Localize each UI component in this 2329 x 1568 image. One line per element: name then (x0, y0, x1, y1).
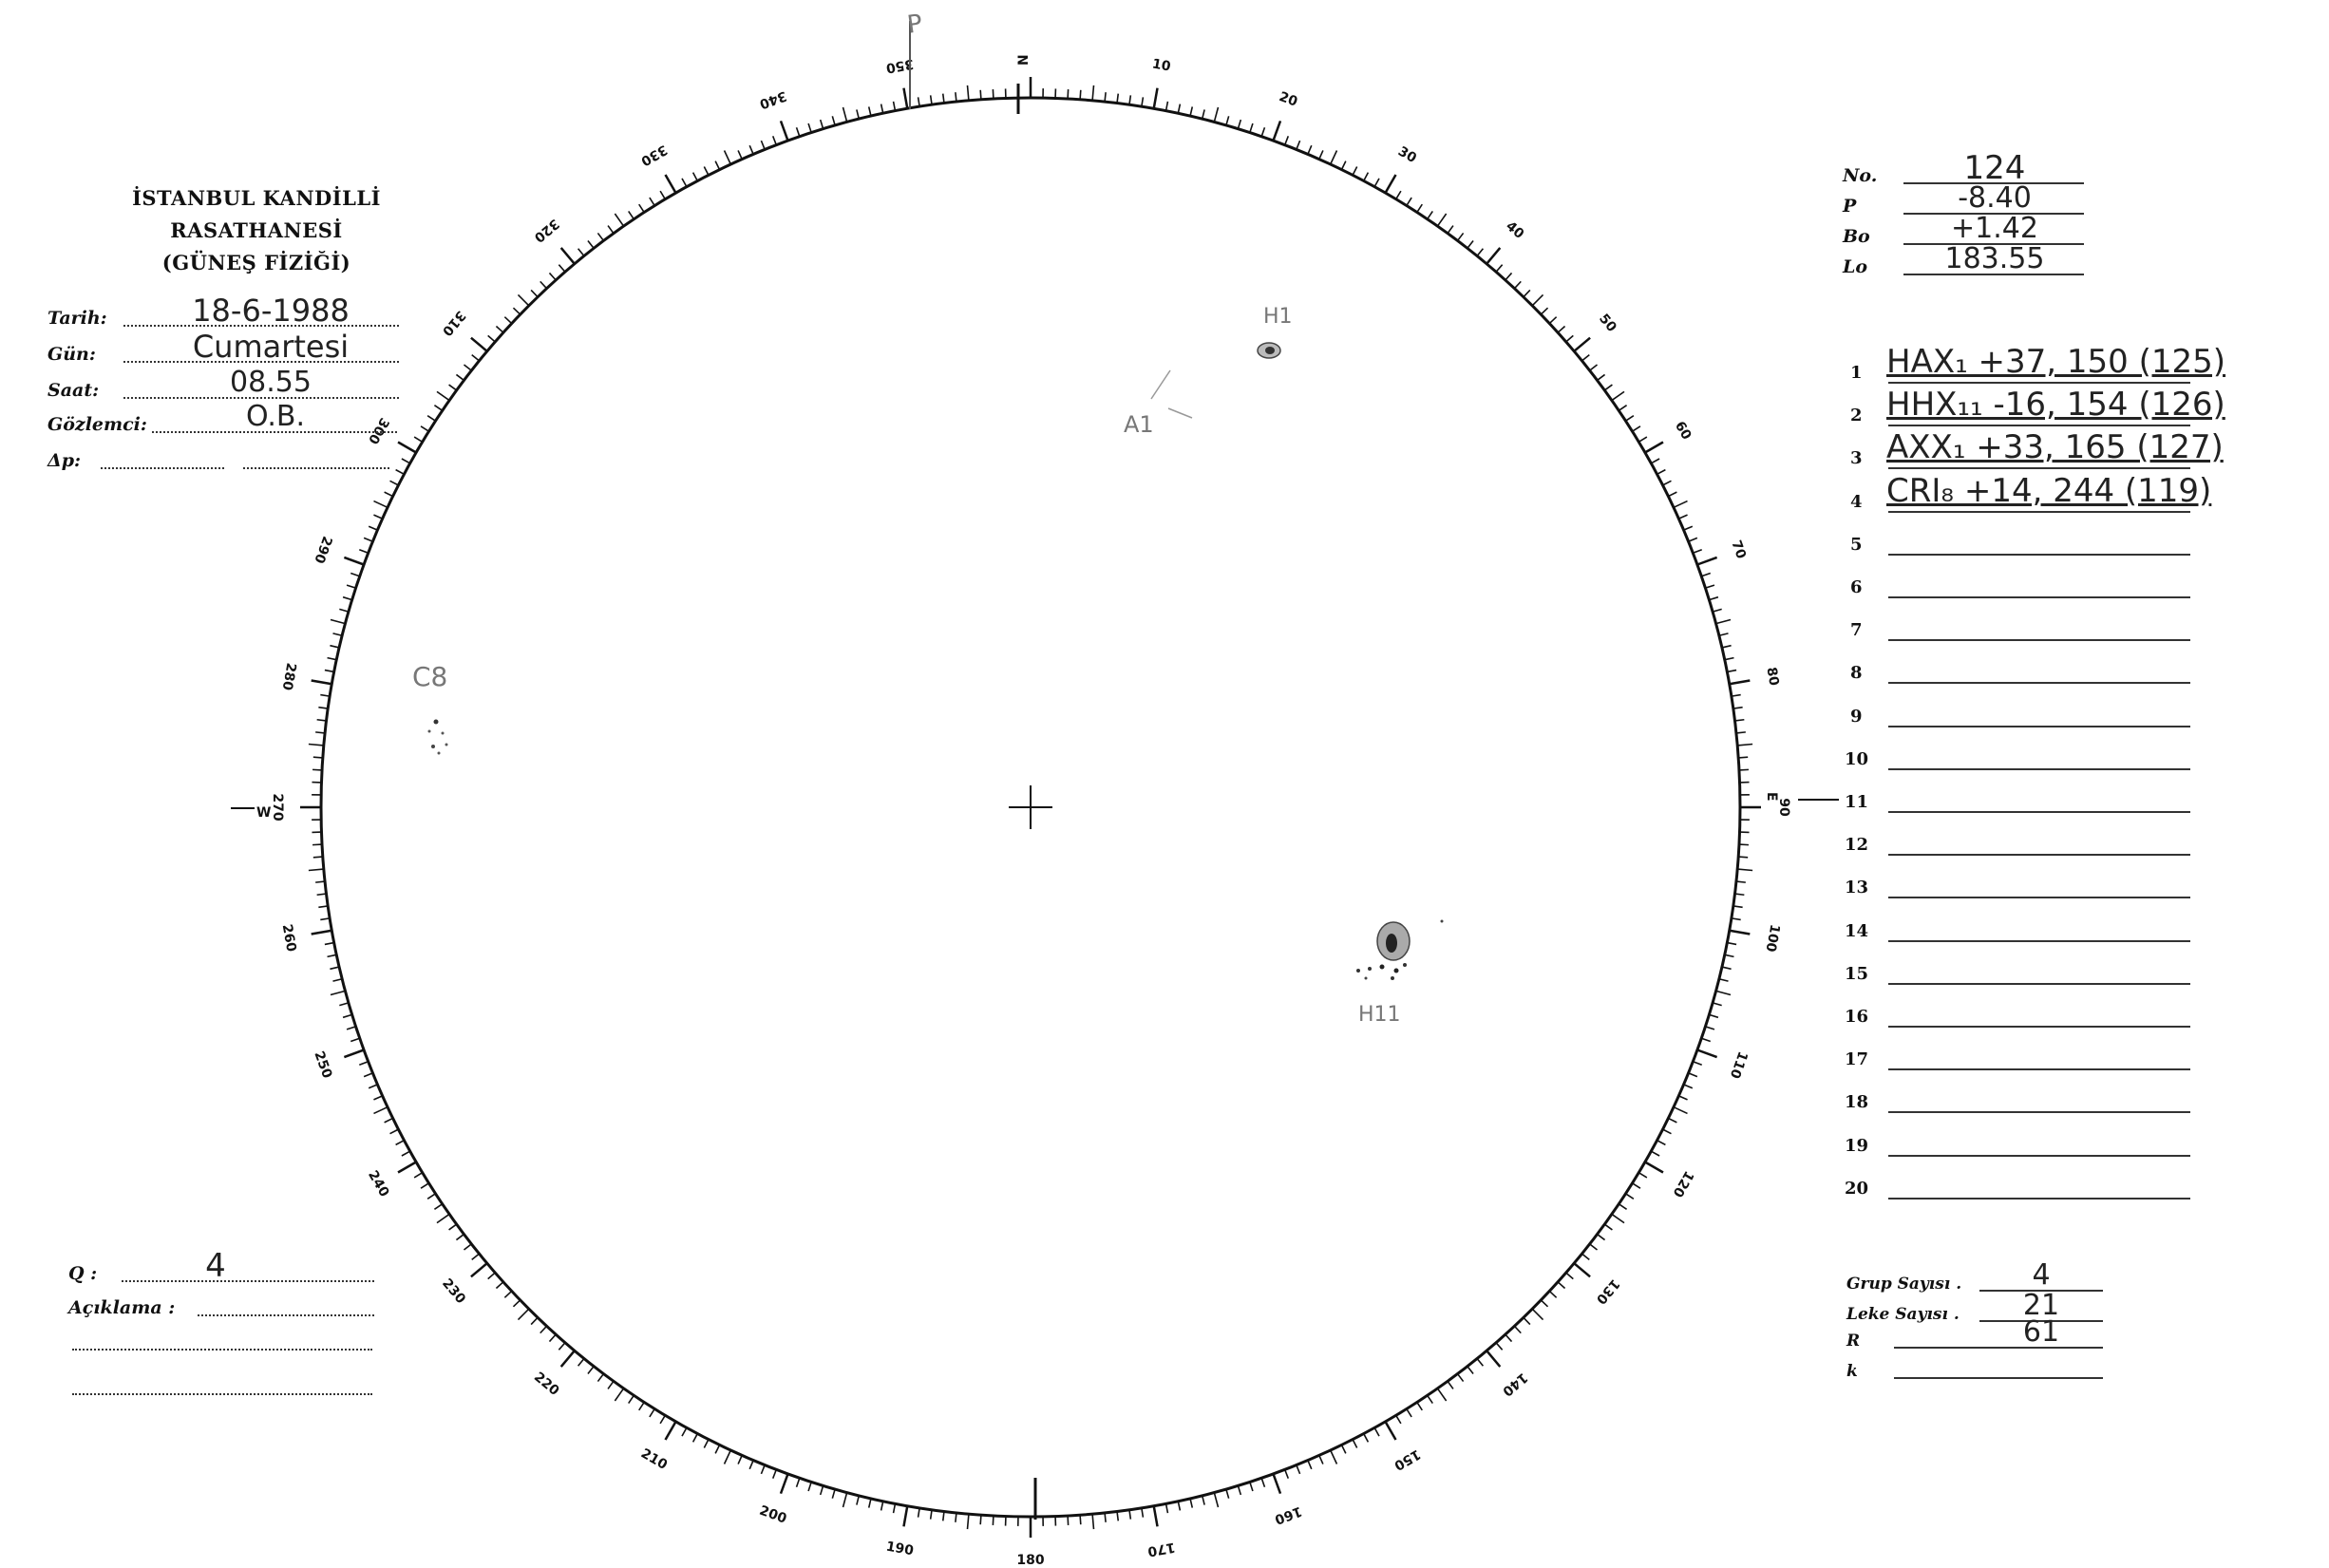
degree-tick (344, 557, 364, 565)
degree-tick (1725, 954, 1734, 956)
group-row-line (1888, 467, 2190, 469)
degree-tick (615, 214, 623, 226)
degree-tick (781, 121, 788, 141)
sunspot-group-c (412, 661, 448, 755)
degree-label: 270 (270, 793, 285, 822)
group-row-number: 4 (1850, 491, 1863, 512)
degree-tick (615, 1389, 623, 1401)
degree-tick (1674, 1107, 1688, 1114)
degree-tick (968, 1514, 969, 1529)
group-row-number: 2 (1850, 406, 1863, 426)
tarih-value: 18-6-1988 (192, 293, 350, 329)
degree-tick (471, 1263, 487, 1276)
saat-label: Saat: (47, 380, 100, 401)
degree-label: 250 (311, 1048, 335, 1081)
degree-tick (434, 406, 442, 411)
sunspot-group-h1-north (1258, 305, 1293, 358)
degree-tick (808, 123, 811, 133)
degree-label: 230 (439, 1275, 469, 1308)
degree-tick (1407, 198, 1411, 205)
degree-tick (1250, 123, 1253, 133)
field-aciklama (68, 1284, 382, 1322)
group-row-entry: HAX₁ +37, 150 (125) (1886, 343, 2226, 381)
degree-tick (437, 1214, 449, 1222)
degree-tick (1532, 294, 1543, 305)
spot-label-c: C8 (412, 661, 448, 692)
degree-tick (1154, 1506, 1158, 1527)
degree-tick (1407, 1408, 1411, 1416)
lo-label: Lo (1843, 256, 1868, 277)
degree-tick (666, 1422, 676, 1440)
group-row-number: 5 (1850, 534, 1863, 555)
degree-label: 330 (637, 142, 671, 169)
degree-tick (1663, 1129, 1672, 1134)
degree-label: 290 (311, 534, 335, 566)
degree-tick (373, 501, 388, 508)
degree-tick (1574, 1263, 1590, 1276)
degree-tick (398, 1162, 416, 1173)
degree-tick (331, 991, 345, 994)
degree-tick (331, 620, 345, 624)
spot-label-h11-south: H11 (1358, 1003, 1401, 1027)
degree-tick (1657, 1141, 1666, 1145)
degree-tick (1722, 646, 1732, 648)
no-value: 124 (1963, 149, 2026, 187)
degree-label: 180 (1016, 1553, 1045, 1568)
degree-tick (1532, 1309, 1543, 1319)
degree-label: 150 (1391, 1445, 1424, 1473)
degree-tick (312, 680, 332, 684)
degree-tick (1625, 1194, 1633, 1199)
r-label: R (1846, 1332, 1861, 1351)
degree-tick (993, 1516, 994, 1525)
degree-tick (1739, 844, 1749, 845)
degree-tick (1250, 1482, 1253, 1491)
spot-label-a: A1 (1124, 411, 1154, 438)
group-row-number: 9 (1850, 706, 1863, 727)
degree-tick (344, 1049, 364, 1057)
degree-tick (903, 1506, 907, 1527)
degree-tick (1273, 1474, 1280, 1494)
degree-tick (1663, 481, 1672, 485)
degree-tick (518, 1309, 528, 1319)
degree-label: 200 (757, 1502, 789, 1527)
dp-label: Δp: (47, 450, 82, 471)
leke-value: 21 (2022, 1289, 2060, 1322)
group-row-line (1888, 940, 2190, 942)
degree-tick (1697, 1049, 1717, 1057)
degree-tick (309, 745, 324, 746)
group-row-line (1888, 382, 2190, 384)
field-k (1846, 1347, 2160, 1385)
degree-tick (1625, 416, 1633, 421)
degree-tick (309, 869, 324, 870)
degree-tick (1657, 470, 1666, 475)
degree-tick (398, 443, 416, 453)
degree-tick (1190, 1499, 1192, 1508)
degree-tick (1486, 248, 1500, 264)
group-row-line (1888, 1198, 2190, 1200)
degree-label: 70 (1728, 538, 1750, 561)
degree-tick (1154, 88, 1158, 109)
degree-tick (968, 85, 969, 101)
degree-label: 310 (439, 307, 469, 339)
group-row-number: 3 (1850, 448, 1863, 469)
degree-tick (1739, 769, 1749, 770)
degree-tick (1364, 173, 1369, 181)
degree-tick (1331, 1450, 1337, 1464)
degree-tick (808, 1482, 811, 1491)
field-q (68, 1247, 382, 1288)
degree-tick (1678, 1096, 1687, 1100)
group-row-line (1888, 596, 2190, 598)
group-row-line (1888, 682, 2190, 684)
group-row-number: 16 (1845, 1007, 1869, 1027)
degree-label: 80 (1763, 666, 1782, 688)
degree-tick (725, 1450, 731, 1464)
group-row-number: 19 (1845, 1135, 1869, 1156)
field-gun (47, 331, 351, 368)
group-row-entry: HHX₁₁ -16, 154 (126) (1886, 386, 2225, 425)
leke-label: Leke Sayısı . (1846, 1305, 1960, 1324)
group-row-number: 12 (1845, 835, 1869, 856)
field-saat (47, 367, 351, 405)
degree-label: 90 (1776, 798, 1791, 817)
group-row-entry: CRI₈ +14, 244 (119) (1886, 471, 2212, 510)
degree-label: 350 (884, 55, 916, 76)
degree-tick (1386, 1422, 1396, 1440)
degree-tick (881, 1502, 883, 1511)
sunspot-group-h11-south (1356, 920, 1444, 1028)
sunspot-group-a (1124, 370, 1192, 438)
degree-tick (1645, 1162, 1663, 1173)
degree-tick (312, 844, 322, 845)
field-gozlemci (47, 401, 351, 439)
gun-value: Cumartesi (192, 329, 350, 365)
degree-tick (869, 1499, 871, 1508)
group-row-line (1888, 1111, 2190, 1113)
degree-tick (1632, 426, 1639, 431)
degree-tick (1386, 175, 1396, 193)
gozlemci-label: Gözlemci: (47, 414, 147, 435)
degree-label: 190 (884, 1539, 916, 1559)
degree-tick (1273, 121, 1280, 141)
q-value: 4 (205, 1247, 226, 1285)
lo-value: 183.55 (1944, 242, 2045, 275)
group-row-line (1888, 854, 2190, 856)
degree-tick (312, 931, 332, 935)
degree-label: 260 (278, 922, 299, 954)
degree-tick (1417, 1402, 1422, 1409)
gun-label: Gün: (47, 344, 96, 365)
degree-tick (1142, 1508, 1144, 1518)
degree-tick (1732, 918, 1741, 920)
group-row-number: 14 (1845, 920, 1869, 941)
degree-tick (1486, 1351, 1500, 1367)
degree-label: 110 (1726, 1048, 1751, 1081)
group-row-line (1888, 1026, 2190, 1028)
group-row-number: 18 (1845, 1092, 1869, 1113)
degree-tick (1737, 869, 1752, 870)
department-name: (GÜNEŞ FİZİĞİ) (161, 251, 351, 274)
degree-label: 20 (1277, 88, 1300, 110)
field-dp (47, 437, 351, 475)
r-value: 61 (2022, 1315, 2060, 1349)
degree-tick (561, 1351, 575, 1367)
group-row-line (1888, 983, 2190, 985)
degree-tick (1437, 1389, 1446, 1401)
group-row-line (1888, 811, 2190, 813)
grup-value: 4 (2032, 1258, 2051, 1292)
degree-tick (1092, 1514, 1093, 1529)
degree-tick (1612, 1214, 1624, 1222)
degree-tick (1716, 620, 1731, 624)
tarih-label: Tarih: (47, 308, 107, 329)
degree-tick (1678, 515, 1687, 519)
group-row-line (1888, 554, 2190, 556)
group-row-number: 10 (1845, 748, 1869, 769)
institution-name: İSTANBUL KANDİLLİ RASATHANESİ (132, 186, 381, 242)
group-row-line (1888, 425, 2190, 426)
k-label: k (1846, 1362, 1858, 1381)
degree-tick (437, 391, 449, 400)
degree-tick (504, 317, 511, 324)
degree-tick (843, 107, 847, 122)
degree-tick (1319, 1455, 1323, 1464)
p-value: -8.40 (1958, 181, 2032, 215)
group-row-number: 1 (1850, 363, 1863, 383)
degree-tick (1417, 204, 1422, 212)
group-row-line (1888, 511, 2190, 513)
degree-tick (1732, 695, 1741, 697)
degree-tick (797, 1478, 800, 1486)
degree-label: 40 (1503, 218, 1527, 242)
degree-tick (471, 338, 487, 351)
group-row-number: 17 (1845, 1049, 1869, 1070)
degree-tick (1674, 501, 1688, 508)
saat-value: 08.55 (230, 366, 312, 399)
degree-label: 50 (1596, 311, 1619, 335)
group-row-line (1888, 897, 2190, 898)
degree-label: 100 (1762, 922, 1783, 954)
degree-tick (1353, 1440, 1357, 1448)
aciklama-label: Açıklama : (68, 1297, 176, 1318)
degree-tick (518, 294, 528, 305)
degree-tick (1261, 1478, 1264, 1486)
degree-tick (693, 1434, 698, 1443)
group-row-number: 8 (1850, 663, 1863, 684)
degree-tick (1645, 443, 1663, 453)
degree-tick (1364, 1434, 1369, 1443)
degree-tick (1737, 745, 1752, 746)
degree-tick (725, 150, 731, 164)
gozlemci-value: O.B. (245, 400, 306, 433)
degree-label: 130 (1592, 1275, 1622, 1308)
grup-label: Grup Sayısı . (1846, 1275, 1962, 1294)
bo-value: +1.42 (1951, 212, 2038, 245)
degree-tick (1331, 150, 1337, 164)
group-row-entry: AXX₁ +33, 165 (127) (1886, 428, 2224, 467)
degree-label: 280 (278, 661, 299, 692)
degree-label: 170 (1146, 1539, 1177, 1559)
degree-tick (318, 906, 328, 907)
degree-tick (373, 1107, 388, 1114)
degree-tick (1730, 931, 1751, 935)
degree-tick (738, 1455, 742, 1464)
degree-tick (396, 1141, 405, 1145)
degree-label: 210 (637, 1445, 671, 1473)
degree-label: 300 (365, 414, 392, 447)
degree-tick (1730, 680, 1751, 684)
field-tarih (47, 294, 351, 332)
degree-tick (1705, 585, 1714, 588)
group-row-line (1888, 768, 2190, 770)
degree-tick (1701, 1038, 1710, 1041)
p-label: P (1843, 196, 1857, 217)
degree-label: 10 (1150, 56, 1172, 75)
degree-tick (1612, 391, 1624, 400)
degree-tick (1068, 1516, 1069, 1525)
institution-header (47, 182, 465, 279)
group-row-number: 15 (1845, 963, 1869, 984)
q-label: Q : (68, 1263, 98, 1284)
group-row-number: 20 (1845, 1178, 1869, 1199)
degree-label: 220 (530, 1369, 562, 1399)
degree-tick (1705, 1027, 1714, 1030)
degree-tick (918, 1508, 920, 1518)
degree-label: 120 (1669, 1167, 1696, 1200)
degree-label: 30 (1395, 143, 1419, 167)
degree-tick (369, 526, 377, 530)
group-row-number: 7 (1850, 620, 1863, 641)
degree-tick (561, 248, 575, 264)
degree-tick (1214, 107, 1218, 122)
degree-label: 140 (1499, 1369, 1531, 1399)
degree-label: 240 (365, 1167, 392, 1200)
group-row-line (1888, 726, 2190, 727)
degree-tick (1725, 658, 1734, 660)
degree-tick (1092, 85, 1093, 101)
degree-tick (434, 1204, 442, 1210)
degree-tick (373, 515, 382, 519)
degree-tick (781, 1474, 788, 1494)
group-row-line (1888, 1068, 2190, 1070)
degree-tick (903, 88, 907, 109)
group-row-line (1888, 639, 2190, 641)
degree-tick (666, 175, 676, 193)
p-axis-label: P (905, 9, 924, 40)
degree-tick (639, 1402, 644, 1409)
group-row-number: 13 (1845, 878, 1869, 898)
bo-label: Bo (1843, 226, 1870, 247)
spot-label-h1-north: H1 (1263, 305, 1293, 329)
degree-tick (373, 1096, 382, 1100)
group-row-line (1888, 1155, 2190, 1157)
group-row-number: 6 (1850, 577, 1863, 597)
degree-tick (1697, 557, 1717, 565)
no-label: No. (1843, 165, 1878, 186)
east-label: E (1764, 792, 1779, 802)
degree-label: 60 (1671, 419, 1695, 443)
degree-label: 340 (757, 87, 789, 112)
degree-label: 320 (530, 216, 562, 246)
degree-tick (1214, 1493, 1218, 1507)
degree-tick (1632, 1183, 1639, 1188)
west-label: W (256, 805, 272, 821)
aciklama-line-3 (72, 1393, 372, 1395)
degree-label: 160 (1272, 1502, 1304, 1527)
degree-tick (704, 1440, 709, 1448)
degree-tick (312, 769, 322, 770)
param-lo (1843, 243, 2147, 281)
degree-tick (1716, 991, 1731, 994)
degree-tick (1574, 338, 1590, 351)
degree-tick (1722, 967, 1732, 969)
degree-tick (1178, 1502, 1180, 1511)
aciklama-line-2 (72, 1349, 372, 1351)
degree-tick (1437, 214, 1446, 226)
north-label: N (1016, 54, 1032, 66)
degree-tick (1701, 574, 1710, 576)
degree-tick (843, 1493, 847, 1507)
group-row-number: 11 (1845, 792, 1869, 812)
